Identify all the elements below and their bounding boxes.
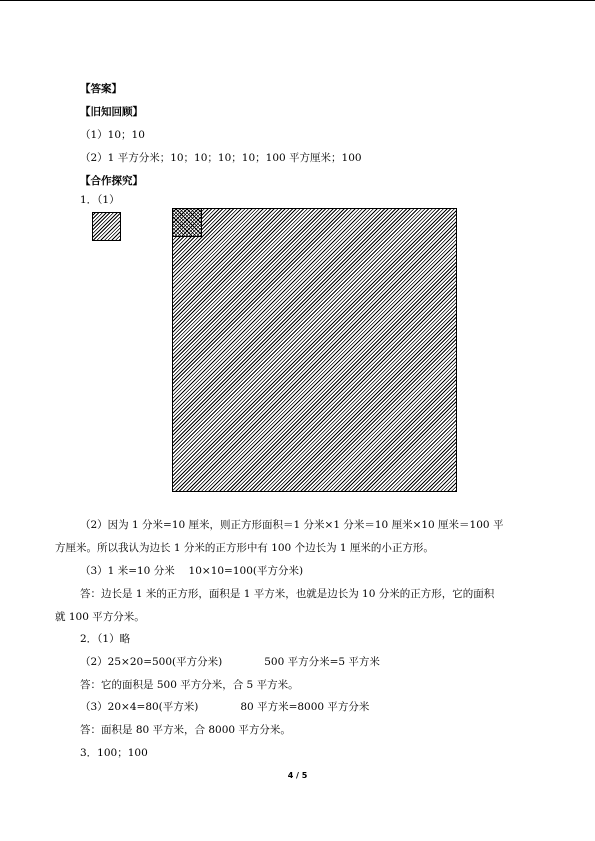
q1-part3-answer-b: 就 100 平方分米。 (55, 611, 145, 623)
q2-part1: 2．（1）略 (80, 633, 131, 645)
header-rule (0, 0, 595, 1)
q2-part2: （2）25×20=500(平方分米) 500 平方分米=5 平方米 (80, 656, 380, 668)
q2-part3-answer: 答：面积是 80 平方米，合 8000 平方分米。 (80, 724, 291, 736)
q1-part3: （3）1 米=10 分米 10×10=100(平方分米) (80, 565, 304, 577)
question-3: 3．100；100 (80, 747, 148, 759)
review-line-2: （2）1 平方分米；10；10；10；10；100 平方厘米；100 (80, 152, 362, 164)
q1-part2-line-a: （2）因为 1 分米=10 厘米，则正方形面积＝1 分米×1 分米＝10 厘米×10 厘米＝100 平 (80, 519, 504, 531)
q1-part3-answer-a: 答：边长是 1 米的正方形，面积是 1 平方米，也就是边长为 10 分米的正方形，它的面积 (80, 588, 495, 600)
explore-heading: 【合作探究】 (80, 175, 143, 187)
page-number: 4 / 5 (287, 771, 308, 780)
answer-heading: 【答案】 (80, 83, 122, 95)
q2-part3: （3）20×4=80(平方米) 80 平方米=8000 平方分米 (80, 701, 370, 713)
review-line-1: （1）10；10 (80, 129, 145, 141)
review-heading: 【旧知回顾】 (80, 106, 143, 118)
q2-part2-answer: 答：它的面积是 500 平方分米，合 5 平方米。 (80, 679, 299, 691)
small-hatched-square (92, 212, 121, 241)
corner-crosshatched-square (172, 208, 202, 237)
large-hatched-square (172, 208, 457, 492)
question-1-label: 1．（1） (80, 194, 120, 206)
q1-part2-line-b: 方厘米。所以我认为边长 1 分米的正方形中有 100 个边长为 1 厘米的小正方形。 (55, 542, 434, 554)
